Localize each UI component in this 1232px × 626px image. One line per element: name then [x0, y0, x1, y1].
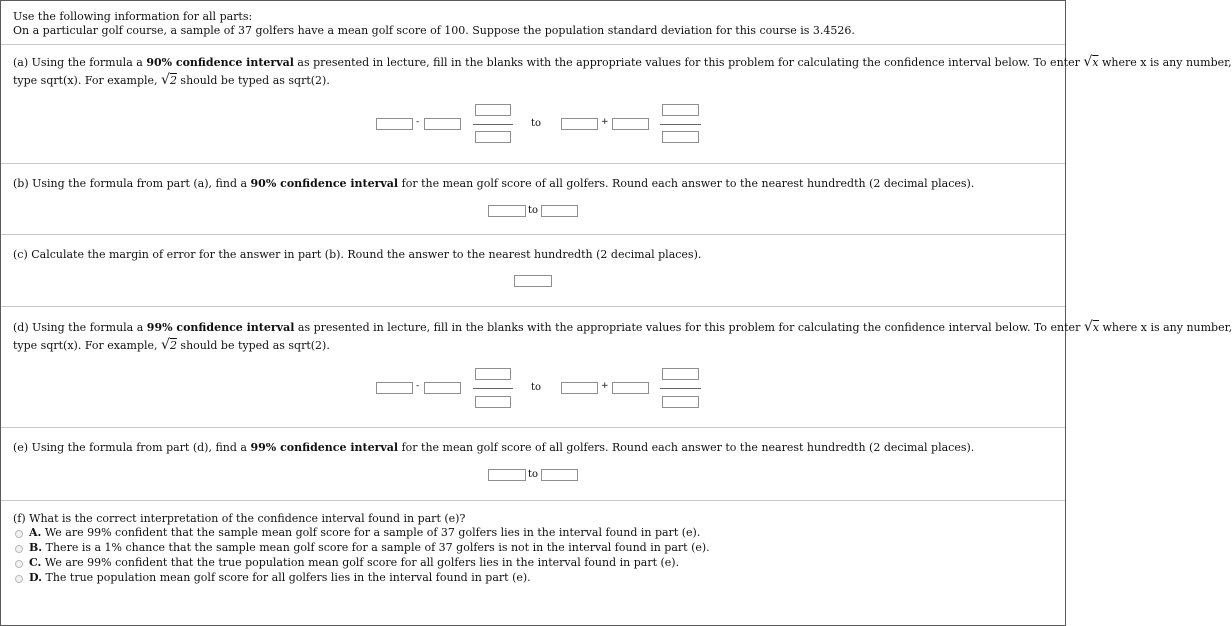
part-a-upper-multiplier-input[interactable]: [612, 118, 649, 130]
fraction-bar: [660, 124, 701, 125]
part-a-lower-denominator-input[interactable]: [475, 131, 511, 143]
part-a-lower-center-input[interactable]: [376, 118, 413, 130]
plus-sign: +: [601, 381, 609, 391]
part-d-hint: type sqrt(x). For example, √2 should be typed as sqrt(2).: [13, 337, 330, 353]
to-label: to: [528, 469, 539, 480]
option-d-text: D. The true population mean golf score for all golfers lies in the interval found in part (e).: [29, 571, 531, 584]
to-label: to: [531, 118, 542, 129]
part-a-upper-denominator-input[interactable]: [662, 131, 699, 143]
part-d-lower-denominator-input[interactable]: [475, 396, 511, 408]
part-b-lower-input[interactable]: [488, 205, 526, 217]
minus-sign: -: [416, 117, 420, 127]
part-b-upper-input[interactable]: [541, 205, 578, 217]
divider: [1, 163, 1065, 164]
divider: [1, 306, 1065, 307]
sqrt-symbol: √: [161, 72, 170, 88]
option-a-text: A. We are 99% confident that the sample mean golf score for a sample of 37 golfers lies in the interval found in part (e).: [29, 526, 701, 539]
fraction-bar: [473, 388, 513, 389]
option-b-text: B. There is a 1% chance that the sample mean golf score for a sample of 37 golfers is not in the interval found in part (e).: [29, 541, 710, 554]
part-b-prompt: (b) Using the formula from part (a), find a 90% confidence interval for the mean golf score of all golfers. Round each answer to the nearest hundredth (2 decimal places).: [13, 177, 975, 190]
part-d-lower-numerator-input[interactable]: [475, 368, 511, 380]
part-e-prompt: (e) Using the formula from part (d), find a 99% confidence interval for the mean golf score of all golfers. Round each answer to the nearest hundredth (2 decimal places).: [13, 441, 975, 454]
part-a-lower-numerator-input[interactable]: [475, 104, 511, 116]
part-a-upper-center-input[interactable]: [561, 118, 598, 130]
divider: [1, 427, 1065, 428]
sqrt-symbol: √: [161, 337, 170, 353]
part-e-lower-input[interactable]: [488, 469, 526, 481]
part-d-prompt: (d) Using the formula a 99% confidence interval as presented in lecture, fill in the blanks with the appropriate values for this problem for calculating the confidence interval below. To enter √x where x is any number,: [13, 319, 1232, 335]
part-d-upper-numerator-input[interactable]: [662, 368, 699, 380]
option-c-text: C. We are 99% confident that the true population mean golf score for all golfers lies in the interval found in part (e).: [29, 556, 680, 569]
to-label: to: [531, 382, 542, 393]
part-a-lower-multiplier-input[interactable]: [424, 118, 461, 130]
part-c-margin-of-error-input[interactable]: [514, 275, 552, 287]
part-d-upper-center-input[interactable]: [561, 382, 598, 394]
option-b-radio[interactable]: [15, 545, 23, 553]
part-a-hint: type sqrt(x). For example, √2 should be typed as sqrt(2).: [13, 72, 330, 88]
divider: [1, 500, 1065, 501]
divider: [1, 44, 1065, 45]
fraction-bar: [473, 124, 513, 125]
part-c-prompt: (c) Calculate the margin of error for the answer in part (b). Round the answer to the nearest hundredth (2 decimal places).: [13, 248, 702, 261]
sqrt-symbol: √: [1083, 54, 1093, 70]
part-d-lower-multiplier-input[interactable]: [424, 382, 461, 394]
divider: [1, 234, 1065, 235]
part-d-upper-multiplier-input[interactable]: [612, 382, 649, 394]
option-d-radio[interactable]: [15, 575, 23, 583]
option-a-radio[interactable]: [15, 530, 23, 538]
plus-sign: +: [601, 117, 609, 127]
sqrt-symbol: √: [1083, 319, 1093, 335]
part-d-upper-denominator-input[interactable]: [662, 396, 699, 408]
part-e-upper-input[interactable]: [541, 469, 578, 481]
intro-heading: Use the following information for all parts:: [13, 10, 253, 23]
fraction-bar: [660, 388, 701, 389]
to-label: to: [528, 205, 539, 216]
minus-sign: -: [416, 381, 420, 391]
part-a-prompt: (a) Using the formula a 90% confidence interval as presented in lecture, fill in the blanks with the appropriate values for this problem for calculating the confidence interval below. To enter √x where x is any number,: [13, 54, 1232, 70]
part-a-upper-numerator-input[interactable]: [662, 104, 699, 116]
intro-text: On a particular golf course, a sample of 37 golfers have a mean golf score of 100. Suppose the population standard deviation for this course is 3.4526.: [13, 24, 855, 37]
option-c-radio[interactable]: [15, 560, 23, 568]
part-d-lower-center-input[interactable]: [376, 382, 413, 394]
part-f-question: (f) What is the correct interpretation of the confidence interval found in part (e)?: [13, 512, 466, 525]
